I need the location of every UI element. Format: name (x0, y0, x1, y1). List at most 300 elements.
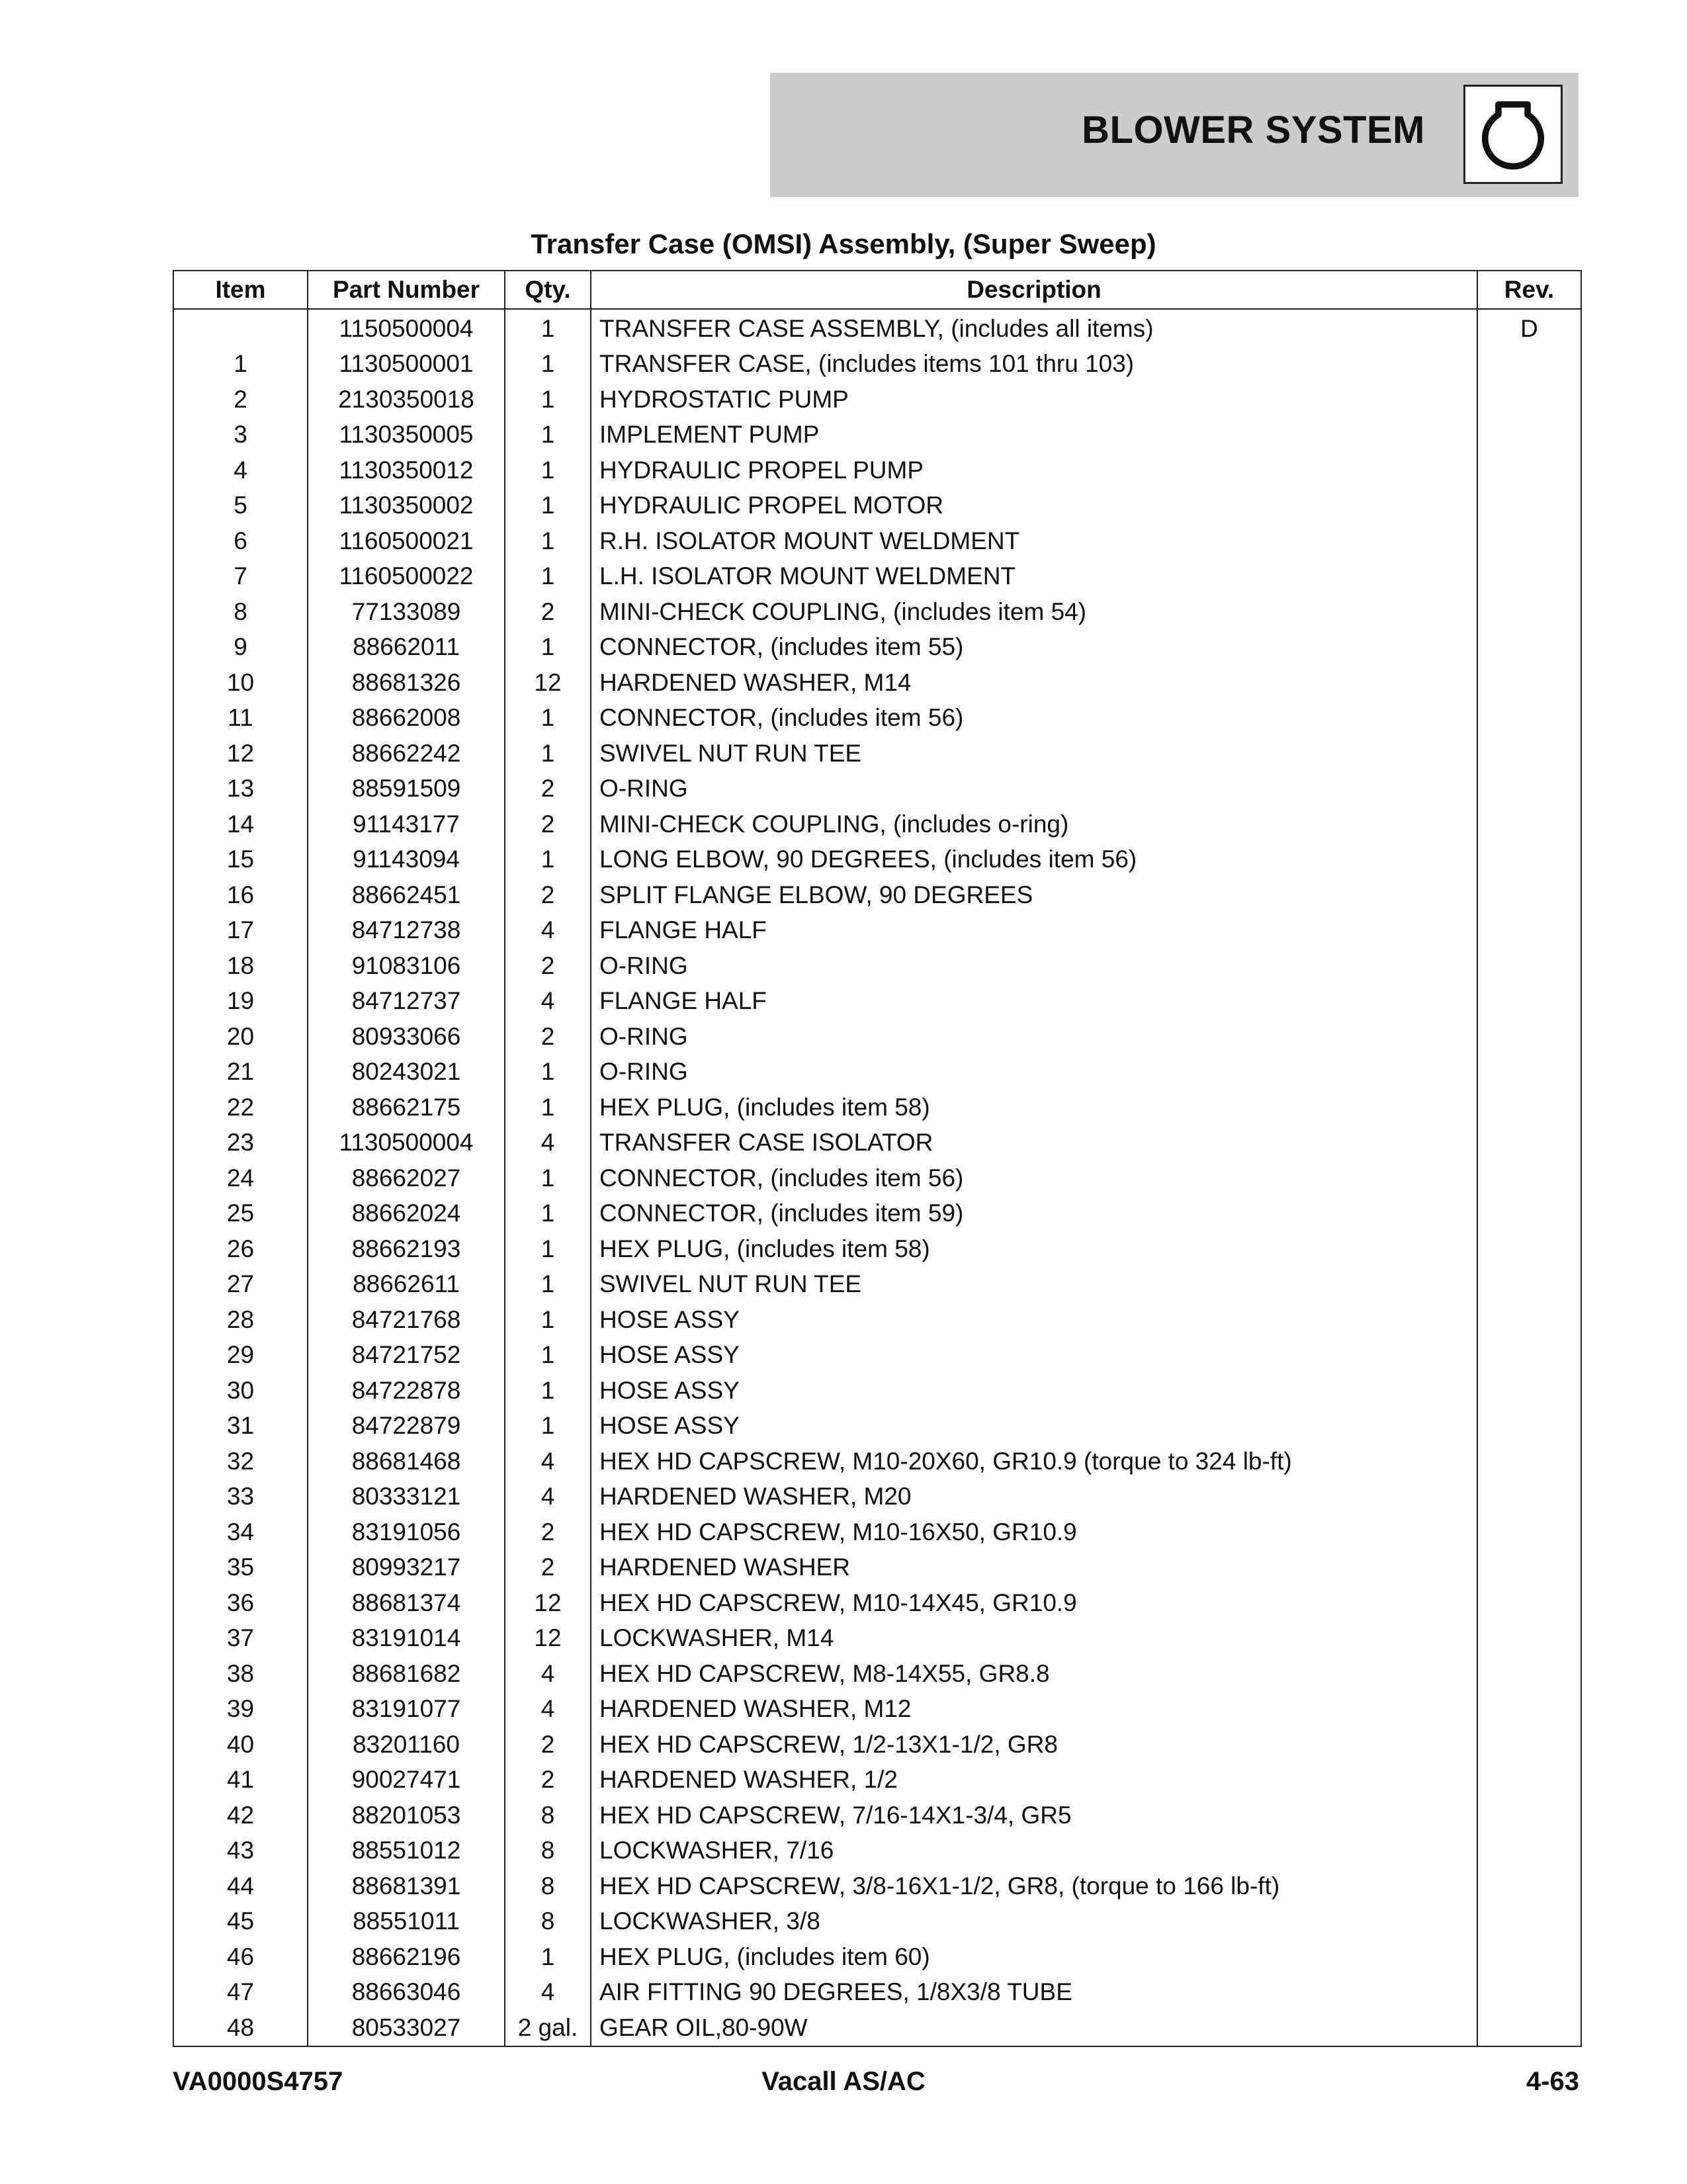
description-cell: O-RING (591, 1019, 1477, 1055)
rev-cell (1477, 1727, 1581, 1763)
description-cell: HYDRAULIC PROPEL PUMP (591, 453, 1477, 488)
table-row (173, 1939, 1581, 1975)
qty-cell: 1 (505, 309, 591, 347)
qty-cell: 1 (505, 382, 591, 417)
item-cell: 6 (173, 523, 308, 559)
description-cell: TRANSFER CASE, (includes items 101 thru 103) (591, 347, 1477, 382)
rev-cell (1477, 382, 1581, 417)
part-number-cell: 88681374 (308, 1585, 505, 1621)
item-cell: 15 (173, 842, 308, 878)
rev-cell: D (1477, 309, 1581, 347)
qty-cell: 1 (505, 701, 591, 736)
table-row (173, 1692, 1581, 1727)
item-cell: 33 (173, 1479, 308, 1515)
part-number-cell: 84722878 (308, 1373, 505, 1409)
qty-cell: 8 (505, 1868, 591, 1904)
item-cell: 22 (173, 1090, 308, 1125)
rev-cell (1477, 417, 1581, 453)
column-header-qty: Qty. (505, 271, 591, 309)
description-cell: LONG ELBOW, 90 DEGREES, (includes item 56) (591, 842, 1477, 878)
description-cell: CONNECTOR, (includes item 55) (591, 630, 1477, 666)
description-cell: SWIVEL NUT RUN TEE (591, 1267, 1477, 1303)
qty-cell: 8 (505, 1904, 591, 1940)
qty-cell: 1 (505, 559, 591, 595)
table-row (173, 559, 1581, 595)
table-row (173, 701, 1581, 736)
part-number-cell: 1160500021 (308, 523, 505, 559)
rev-cell (1477, 1656, 1581, 1692)
qty-cell: 8 (505, 1798, 591, 1833)
part-number-cell: 1130500001 (308, 347, 505, 382)
table-row (173, 948, 1581, 984)
part-number-cell: 90027471 (308, 1763, 505, 1798)
table-row (173, 1302, 1581, 1338)
item-cell: 43 (173, 1833, 308, 1869)
table-row (173, 1727, 1581, 1763)
column-header-part-number: Part Number (308, 271, 505, 309)
item-cell: 11 (173, 701, 308, 736)
table-row (173, 1585, 1581, 1621)
rev-cell (1477, 1550, 1581, 1586)
part-number-cell: 83191014 (308, 1621, 505, 1657)
qty-cell: 1 (505, 1055, 591, 1090)
item-cell: 41 (173, 1763, 308, 1798)
table-row (173, 771, 1581, 807)
rev-cell (1477, 1231, 1581, 1267)
table-row (173, 1125, 1581, 1161)
rev-cell (1477, 807, 1581, 842)
qty-cell: 2 (505, 1763, 591, 1798)
rev-cell (1477, 1160, 1581, 1196)
item-cell: 42 (173, 1798, 308, 1833)
parts-table (173, 270, 1582, 2047)
item-cell: 28 (173, 1302, 308, 1338)
description-cell: HEX HD CAPSCREW, M10-20X60, GR10.9 (torque to 324 lb-ft) (591, 1444, 1477, 1479)
table-row (173, 1904, 1581, 1940)
table-row (173, 1055, 1581, 1090)
rev-cell (1477, 1373, 1581, 1409)
item-cell: 18 (173, 948, 308, 984)
rev-cell (1477, 701, 1581, 736)
description-cell: FLANGE HALF (591, 984, 1477, 1020)
rev-cell (1477, 1975, 1581, 2011)
part-number-cell: 88681468 (308, 1444, 505, 1479)
table-row (173, 488, 1581, 524)
qty-cell: 1 (505, 842, 591, 878)
table-row (173, 1267, 1581, 1303)
item-cell: 12 (173, 736, 308, 771)
qty-cell: 4 (505, 1444, 591, 1479)
item-cell: 21 (173, 1055, 308, 1090)
table-row (173, 1019, 1581, 1055)
part-number-cell: 88662008 (308, 701, 505, 736)
item-cell: 9 (173, 630, 308, 666)
table-row (173, 1479, 1581, 1515)
part-number-cell: 88662242 (308, 736, 505, 771)
item-cell: 34 (173, 1514, 308, 1550)
description-cell: CONNECTOR, (includes item 59) (591, 1196, 1477, 1232)
description-cell: IMPLEMENT PUMP (591, 417, 1477, 453)
blower-icon (1463, 85, 1563, 184)
qty-cell: 1 (505, 523, 591, 559)
description-cell: HOSE ASSY (591, 1373, 1477, 1409)
part-number-cell: 84721768 (308, 1302, 505, 1338)
item-cell: 24 (173, 1160, 308, 1196)
qty-cell: 4 (505, 1975, 591, 2011)
description-cell: LOCKWASHER, M14 (591, 1621, 1477, 1657)
table-row (173, 1444, 1581, 1479)
item-cell: 5 (173, 488, 308, 524)
description-cell: HEX PLUG, (includes item 60) (591, 1939, 1477, 1975)
rev-cell (1477, 453, 1581, 488)
rev-cell (1477, 523, 1581, 559)
qty-cell: 1 (505, 1090, 591, 1125)
table-row (173, 1550, 1581, 1586)
item-cell: 4 (173, 453, 308, 488)
qty-cell: 2 gal. (505, 2010, 591, 2046)
rev-cell (1477, 1338, 1581, 1374)
part-number-cell: 2130350018 (308, 382, 505, 417)
item-cell: 8 (173, 594, 308, 630)
description-cell: HARDENED WASHER, M20 (591, 1479, 1477, 1515)
qty-cell: 4 (505, 913, 591, 949)
item-cell: 7 (173, 559, 308, 595)
item-cell: 44 (173, 1868, 308, 1904)
part-number-cell: 88662451 (308, 877, 505, 913)
table-row (173, 1975, 1581, 2011)
part-number-cell: 91143094 (308, 842, 505, 878)
item-cell: 30 (173, 1373, 308, 1409)
description-cell: L.H. ISOLATOR MOUNT WELDMENT (591, 559, 1477, 595)
description-cell: HARDENED WASHER, 1/2 (591, 1763, 1477, 1798)
rev-cell (1477, 1798, 1581, 1833)
table-row (173, 630, 1581, 666)
part-number-cell: 77133089 (308, 594, 505, 630)
table-body (173, 309, 1581, 2046)
manual-title: Vacall AS/AC (761, 2067, 926, 2096)
table-row (173, 1656, 1581, 1692)
rev-cell (1477, 1019, 1581, 1055)
rev-cell (1477, 1621, 1581, 1657)
qty-cell: 2 (505, 1727, 591, 1763)
table-row (173, 309, 1581, 347)
rev-cell (1477, 1514, 1581, 1550)
table-title: Transfer Case (OMSI) Assembly, (Super Sweep) (531, 228, 1156, 259)
table-row (173, 842, 1581, 878)
item-cell: 1 (173, 347, 308, 382)
item-cell: 48 (173, 2010, 308, 2046)
item-cell: 26 (173, 1231, 308, 1267)
table-row (173, 347, 1581, 382)
qty-cell: 4 (505, 1125, 591, 1161)
part-number-cell: 88681391 (308, 1868, 505, 1904)
description-cell: R.H. ISOLATOR MOUNT WELDMENT (591, 523, 1477, 559)
item-cell: 29 (173, 1338, 308, 1374)
part-number-cell: 88662175 (308, 1090, 505, 1125)
item-cell: 27 (173, 1267, 308, 1303)
qty-cell: 1 (505, 1160, 591, 1196)
description-cell: HEX PLUG, (includes item 58) (591, 1231, 1477, 1267)
item-cell: 47 (173, 1975, 308, 2011)
item-cell: 10 (173, 665, 308, 701)
rev-cell (1477, 736, 1581, 771)
description-cell: HYDROSTATIC PUMP (591, 382, 1477, 417)
table-row (173, 1196, 1581, 1232)
table-row (173, 1763, 1581, 1798)
document-number: VA0000S4757 (173, 2067, 343, 2096)
item-cell: 40 (173, 1727, 308, 1763)
rev-cell (1477, 948, 1581, 984)
qty-cell: 2 (505, 1550, 591, 1586)
description-cell: MINI-CHECK COUPLING, (includes o-ring) (591, 807, 1477, 842)
description-cell: HEX HD CAPSCREW, M8-14X55, GR8.8 (591, 1656, 1477, 1692)
rev-cell (1477, 1125, 1581, 1161)
blower-icon-graphic (1465, 87, 1561, 182)
qty-cell: 8 (505, 1833, 591, 1869)
item-cell: 13 (173, 771, 308, 807)
rev-cell (1477, 1868, 1581, 1904)
description-cell: TRANSFER CASE ASSEMBLY, (includes all items) (591, 309, 1477, 347)
description-cell: HOSE ASSY (591, 1338, 1477, 1374)
rev-cell (1477, 842, 1581, 878)
part-number-cell: 88662193 (308, 1231, 505, 1267)
item-cell: 19 (173, 984, 308, 1020)
qty-cell: 2 (505, 1019, 591, 1055)
part-number-cell: 1130500004 (308, 1125, 505, 1161)
part-number-cell: 1130350002 (308, 488, 505, 524)
description-cell: CONNECTOR, (includes item 56) (591, 1160, 1477, 1196)
part-number-cell: 84721752 (308, 1338, 505, 1374)
description-cell: SPLIT FLANGE ELBOW, 90 DEGREES (591, 877, 1477, 913)
item-cell: 3 (173, 417, 308, 453)
rev-cell (1477, 984, 1581, 1020)
rev-cell (1477, 1833, 1581, 1869)
description-cell: HEX HD CAPSCREW, 1/2-13X1-1/2, GR8 (591, 1727, 1477, 1763)
description-cell: LOCKWASHER, 7/16 (591, 1833, 1477, 1869)
description-cell: HYDRAULIC PROPEL MOTOR (591, 488, 1477, 524)
rev-cell (1477, 2010, 1581, 2046)
qty-cell: 1 (505, 488, 591, 524)
description-cell: O-RING (591, 1055, 1477, 1090)
table-row (173, 453, 1581, 488)
qty-cell: 1 (505, 1231, 591, 1267)
item-cell: 32 (173, 1444, 308, 1479)
rev-cell (1477, 1055, 1581, 1090)
table-row (173, 736, 1581, 771)
part-number-cell: 80533027 (308, 2010, 505, 2046)
part-number-cell: 88662196 (308, 1939, 505, 1975)
part-number-cell: 88681682 (308, 1656, 505, 1692)
rev-cell (1477, 1763, 1581, 1798)
item-cell: 17 (173, 913, 308, 949)
description-cell: CONNECTOR, (includes item 56) (591, 701, 1477, 736)
qty-cell: 12 (505, 1585, 591, 1621)
section-header (770, 73, 1579, 197)
item-cell: 25 (173, 1196, 308, 1232)
table-row (173, 1621, 1581, 1657)
part-number-cell: 80933066 (308, 1019, 505, 1055)
rev-cell (1477, 630, 1581, 666)
qty-cell: 1 (505, 1267, 591, 1303)
item-cell: 38 (173, 1656, 308, 1692)
table-row (173, 1798, 1581, 1833)
item-cell: 39 (173, 1692, 308, 1727)
qty-cell: 2 (505, 594, 591, 630)
part-number-cell: 88663046 (308, 1975, 505, 2011)
rev-cell (1477, 347, 1581, 382)
rev-cell (1477, 665, 1581, 701)
item-cell: 14 (173, 807, 308, 842)
part-number-cell: 1160500022 (308, 559, 505, 595)
qty-cell: 1 (505, 1939, 591, 1975)
qty-cell: 2 (505, 877, 591, 913)
part-number-cell: 88551011 (308, 1904, 505, 1940)
table-row (173, 1231, 1581, 1267)
part-number-cell: 88662024 (308, 1196, 505, 1232)
qty-cell: 2 (505, 1514, 591, 1550)
part-number-cell: 1150500004 (308, 309, 505, 347)
qty-cell: 1 (505, 630, 591, 666)
qty-cell: 1 (505, 1302, 591, 1338)
description-cell: HEX PLUG, (includes item 58) (591, 1090, 1477, 1125)
description-cell: HOSE ASSY (591, 1302, 1477, 1338)
table-row (173, 877, 1581, 913)
qty-cell: 2 (505, 948, 591, 984)
table-row (173, 807, 1581, 842)
description-cell: HARDENED WASHER, M12 (591, 1692, 1477, 1727)
description-cell: HEX HD CAPSCREW, 3/8-16X1-1/2, GR8, (torque to 166 lb-ft) (591, 1868, 1477, 1904)
qty-cell: 4 (505, 1656, 591, 1692)
qty-cell: 2 (505, 807, 591, 842)
table-row (173, 1338, 1581, 1374)
part-number-cell: 88662611 (308, 1267, 505, 1303)
description-cell: HEX HD CAPSCREW, 7/16-14X1-3/4, GR5 (591, 1798, 1477, 1833)
rev-cell (1477, 594, 1581, 630)
table-row (173, 523, 1581, 559)
description-cell: SWIVEL NUT RUN TEE (591, 736, 1477, 771)
item-cell: 36 (173, 1585, 308, 1621)
part-number-cell: 91083106 (308, 948, 505, 984)
item-cell: 20 (173, 1019, 308, 1055)
table-row (173, 1090, 1581, 1125)
description-cell: GEAR OIL,80-90W (591, 2010, 1477, 2046)
table-row (173, 1160, 1581, 1196)
part-number-cell: 91143177 (308, 807, 505, 842)
qty-cell: 4 (505, 1479, 591, 1515)
column-header-item: Item (173, 271, 308, 309)
part-number-cell: 88551012 (308, 1833, 505, 1869)
part-number-cell: 84722879 (308, 1409, 505, 1444)
rev-cell (1477, 1939, 1581, 1975)
item-cell: 37 (173, 1621, 308, 1657)
qty-cell: 1 (505, 736, 591, 771)
part-number-cell: 83191077 (308, 1692, 505, 1727)
item-cell: 23 (173, 1125, 308, 1161)
qty-cell: 4 (505, 1692, 591, 1727)
description-cell: HARDENED WASHER, M14 (591, 665, 1477, 701)
part-number-cell: 80243021 (308, 1055, 505, 1090)
part-number-cell: 83201160 (308, 1727, 505, 1763)
part-number-cell: 80993217 (308, 1550, 505, 1586)
rev-cell (1477, 1196, 1581, 1232)
qty-cell: 1 (505, 1409, 591, 1444)
part-number-cell: 88681326 (308, 665, 505, 701)
qty-cell: 2 (505, 771, 591, 807)
rev-cell (1477, 1267, 1581, 1303)
description-cell: FLANGE HALF (591, 913, 1477, 949)
rev-cell (1477, 1090, 1581, 1125)
column-header-rev: Rev. (1477, 271, 1581, 309)
table-row (173, 382, 1581, 417)
item-cell: 31 (173, 1409, 308, 1444)
table-row (173, 1833, 1581, 1869)
qty-cell: 12 (505, 1621, 591, 1657)
rev-cell (1477, 913, 1581, 949)
rev-cell (1477, 877, 1581, 913)
item-cell (173, 309, 308, 347)
item-cell: 2 (173, 382, 308, 417)
description-cell: HEX HD CAPSCREW, M10-14X45, GR10.9 (591, 1585, 1477, 1621)
qty-cell: 12 (505, 665, 591, 701)
column-header-description: Description (591, 271, 1477, 309)
table-row (173, 1409, 1581, 1444)
table-row (173, 1868, 1581, 1904)
table-row (173, 984, 1581, 1020)
item-cell: 35 (173, 1550, 308, 1586)
part-number-cell: 80333121 (308, 1479, 505, 1515)
part-number-cell: 88662027 (308, 1160, 505, 1196)
item-cell: 16 (173, 877, 308, 913)
rev-cell (1477, 1479, 1581, 1515)
part-number-cell: 1130350005 (308, 417, 505, 453)
description-cell: AIR FITTING 90 DEGREES, 1/8X3/8 TUBE (591, 1975, 1477, 2011)
item-cell: 46 (173, 1939, 308, 1975)
part-number-cell: 84712738 (308, 913, 505, 949)
rev-cell (1477, 1409, 1581, 1444)
description-cell: HOSE ASSY (591, 1409, 1477, 1444)
description-cell: LOCKWASHER, 3/8 (591, 1904, 1477, 1940)
part-number-cell: 1130350012 (308, 453, 505, 488)
table-row (173, 417, 1581, 453)
rev-cell (1477, 1302, 1581, 1338)
part-number-cell: 88591509 (308, 771, 505, 807)
description-cell: O-RING (591, 771, 1477, 807)
table-row (173, 913, 1581, 949)
description-cell: HARDENED WASHER (591, 1550, 1477, 1586)
qty-cell: 1 (505, 1338, 591, 1374)
description-cell: HEX HD CAPSCREW, M10-16X50, GR10.9 (591, 1514, 1477, 1550)
part-number-cell: 84712737 (308, 984, 505, 1020)
table-header-row (173, 271, 1581, 309)
qty-cell: 1 (505, 453, 591, 488)
part-number-cell: 83191056 (308, 1514, 505, 1550)
table-row (173, 594, 1581, 630)
description-cell: TRANSFER CASE ISOLATOR (591, 1125, 1477, 1161)
table-row (173, 665, 1581, 701)
section-title: BLOWER SYSTEM (1082, 109, 1425, 152)
rev-cell (1477, 1585, 1581, 1621)
rev-cell (1477, 771, 1581, 807)
rev-cell (1477, 559, 1581, 595)
item-cell: 45 (173, 1904, 308, 1940)
rev-cell (1477, 1692, 1581, 1727)
description-cell: MINI-CHECK COUPLING, (includes item 54) (591, 594, 1477, 630)
qty-cell: 1 (505, 1196, 591, 1232)
qty-cell: 1 (505, 1373, 591, 1409)
qty-cell: 1 (505, 417, 591, 453)
rev-cell (1477, 1904, 1581, 1940)
page-number: 4-63 (1526, 2067, 1579, 2096)
